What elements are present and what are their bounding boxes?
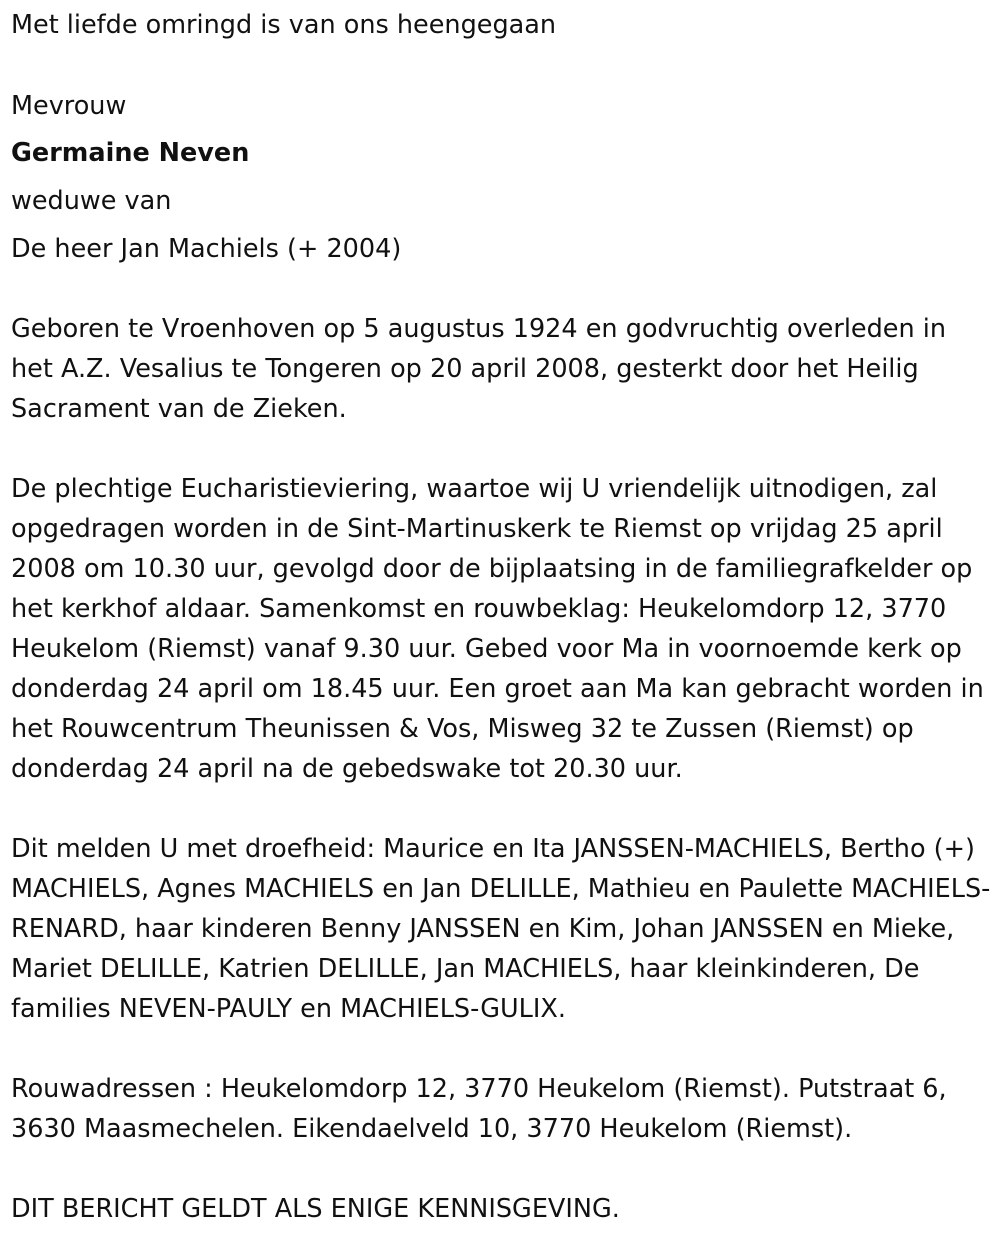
family-paragraph: Dit melden U met droefheid: Maurice en Ita JANSSEN-MACHIELS, Bertho (+) MACHIELS, Agnes MACHIELS en Jan DELILLE, Mathieu en Paulette MACHIELS-RENARD, haar kinderen Benny JANSSEN en Kim, Johan JANSSEN en Mieke, Mariet DELILLE, Katrien DELILLE, Jan MACHIELS, haar kleinkinderen, De families NEVEN-PAULY en MACHIELS-GULIX.	[11, 834, 991, 1024]
birth-death-paragraph: Geboren te Vroenhoven op 5 augustus 1924 en godvruchtig overleden in het A.Z. Vesalius te Tongeren op 20 april 2008, gesterkt door het Heilig Sacrament van de Zieken.	[11, 314, 946, 424]
ceremony-paragraph: De plechtige Eucharistieviering, waartoe wij U vriendelijk uitnodigen, zal opgedragen worden in de Sint-Martinuskerk te Riemst op vrijdag 25 april 2008 om 10.30 uur, gevolgd door de bijplaatsing in de familiegrafkelder op het kerkhof aldaar. Samenkomst en rouwbeklag: Heukelomdorp 12, 3770 Heukelom (Riemst) vanaf 9.30 uur. Gebed voor Ma in voornoemde kerk op donderdag 24 april om 18.45 uur. Een groet aan Ma kan gebracht worden in het Rouwcentrum Theunissen & Vos, Misweg 32 te Zussen (Riemst) op donderdag 24 april na de gebedswake tot 20.30 uur.	[11, 474, 984, 784]
addresses-paragraph: Rouwadressen : Heukelomdorp 12, 3770 Heukelom (Riemst). Putstraat 6, 3630 Maasmechelen. Eikendaelveld 10, 3770 Heukelom (Riemst).	[11, 1074, 947, 1144]
intro-line: Met liefde omringd is van ons heengegaan	[11, 10, 557, 40]
closing-line: DIT BERICHT GELDT ALS ENIGE KENNISGEVING.	[11, 1194, 620, 1224]
relation-line: weduwe van	[11, 186, 172, 216]
salutation: Mevrouw	[11, 91, 127, 121]
deceased-name: Germaine Neven	[11, 138, 250, 168]
spouse-line: De heer Jan Machiels (+ 2004)	[11, 234, 402, 264]
